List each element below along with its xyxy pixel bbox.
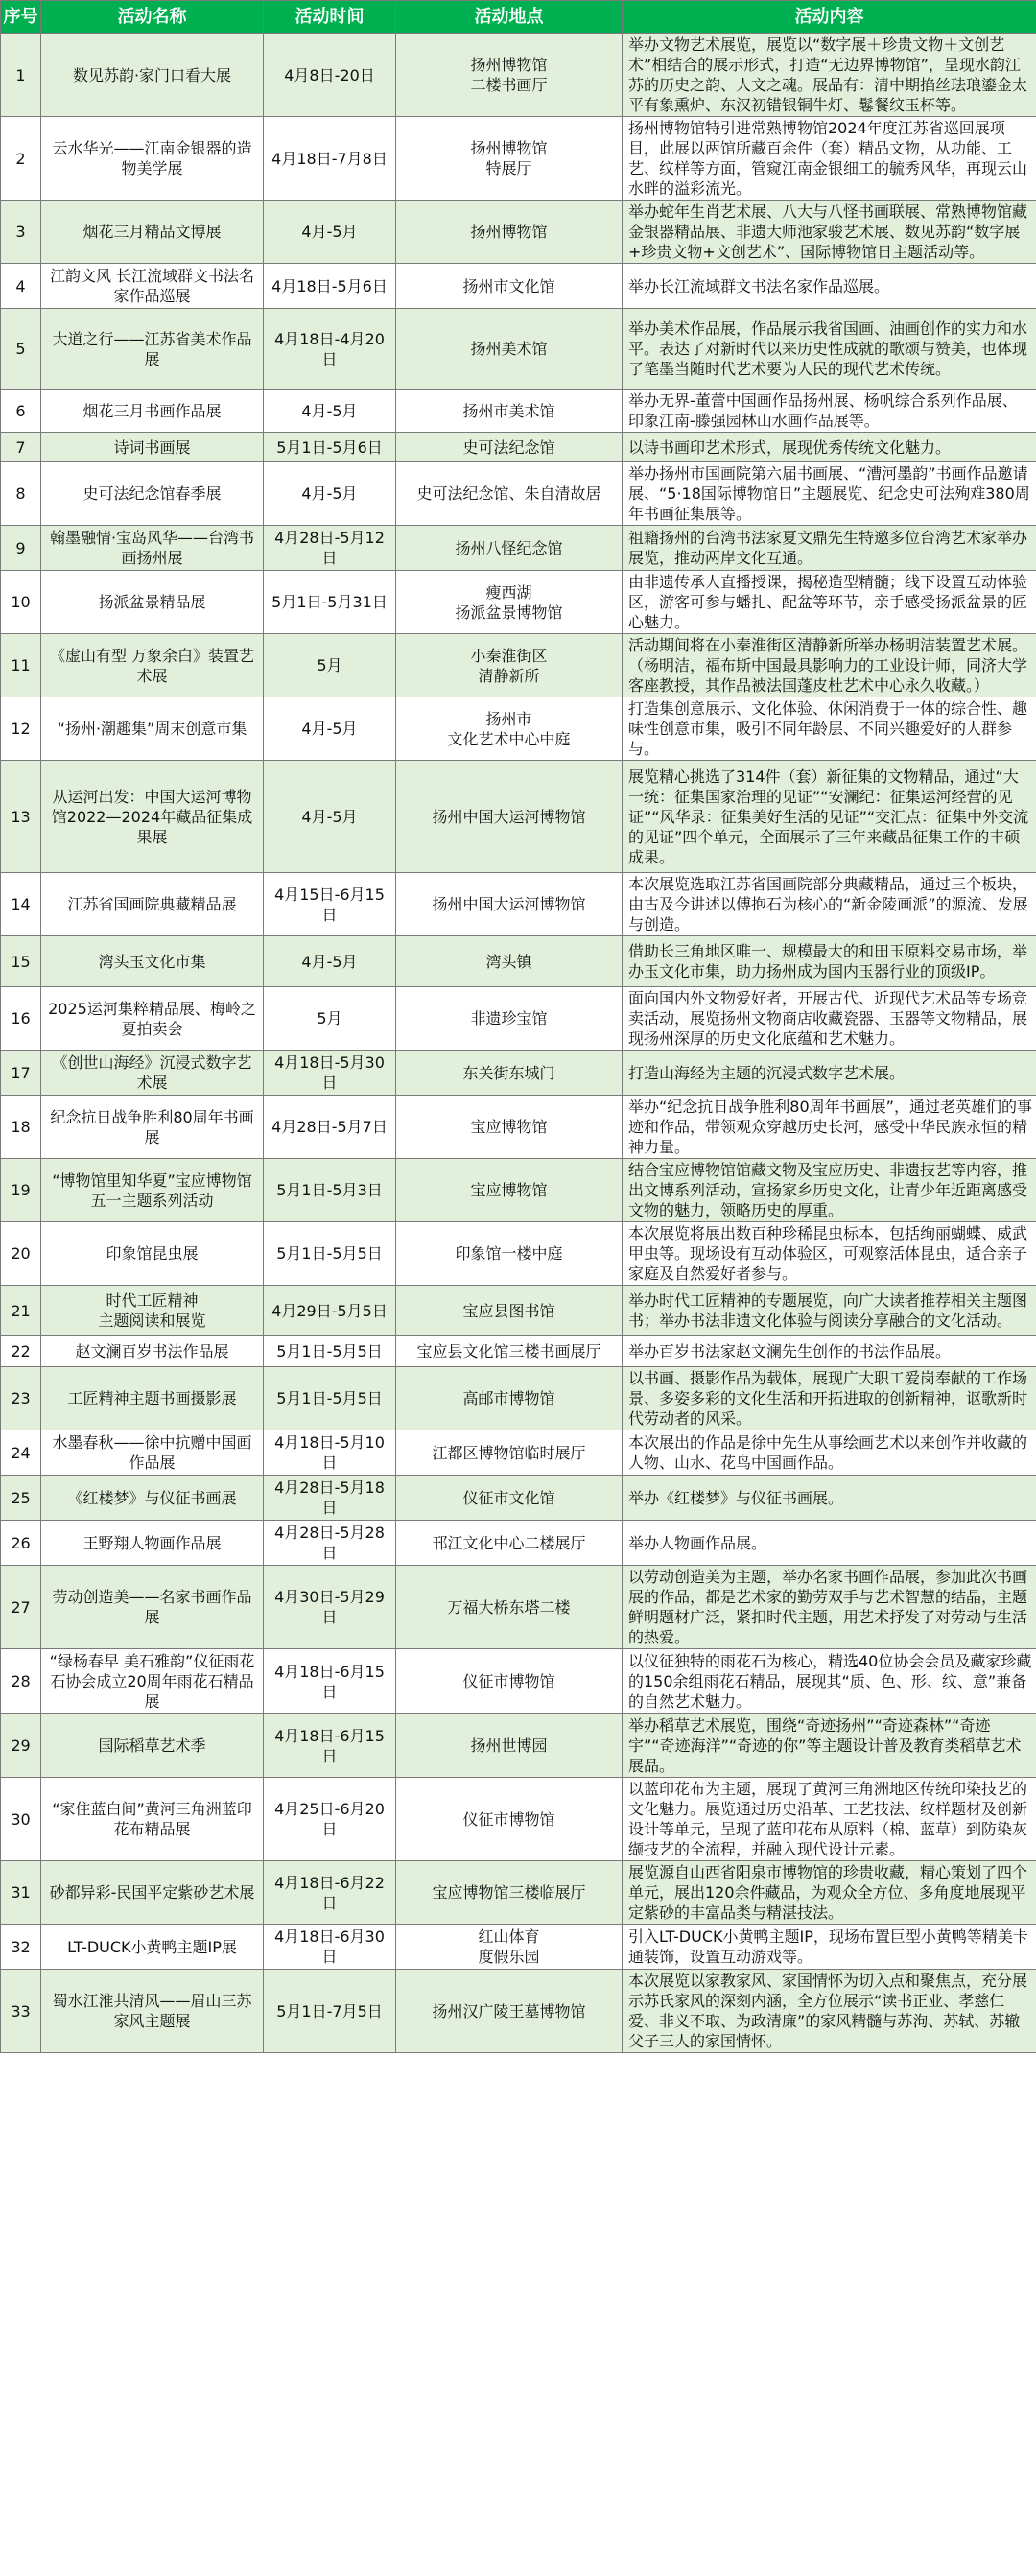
cell-desc: 举办美术作品展，作品展示我省国画、油画创作的实力和水平。表达了对新时代以来历史性成就的歌颂与赞美，也体现了笔墨当随时代艺术要为人民的现代艺术传统。: [623, 309, 1036, 390]
cell-name: “绿杨春早 美石雅韵”仪征雨花石协会成立20周年雨花石精品展: [41, 1649, 264, 1714]
cell-time: 4月28日-5月7日: [264, 1096, 396, 1159]
cell-desc: 展览精心挑选了314件（套）新征集的文物精品，通过“大一统：征集国家治理的见证”“安澜纪：征集运河经营的见证”“风华录：征集美好生活的见证”“交汇点：征集中外交流的见证”四个单元，全面展示了三年来藏品征集工作的丰硕成果。: [623, 761, 1036, 873]
cell-name: 工匠精神主题书画摄影展: [41, 1367, 264, 1430]
header-name: 活动名称: [41, 1, 264, 34]
cell-desc: 举办扬州市国画院第六届书画展、“漕河墨韵”书画作品邀请展、“5·18国际博物馆日”主题展览、纪念史可法殉难380周年书画征集展等。: [623, 462, 1036, 526]
cell-no: 23: [1, 1367, 41, 1430]
cell-no: 8: [1, 462, 41, 526]
cell-place: 宝应博物馆: [396, 1159, 623, 1222]
cell-no: 3: [1, 201, 41, 264]
table-row: [1, 1367, 1036, 1430]
cell-desc: 举办百岁书法家赵文澜先生创作的书法作品展。: [623, 1336, 1036, 1367]
cell-place: 史可法纪念馆、朱自清故居: [396, 462, 623, 526]
cell-desc: 结合宝应博物馆馆藏文物及宝应历史、非遗技艺等内容，推出文博系列活动，宣扬家乡历史文化，让青少年近距离感受文物的魅力，领略历史的厚重。: [623, 1159, 1036, 1222]
cell-name: 纪念抗日战争胜利80周年书画展: [41, 1096, 264, 1159]
cell-time: 5月1日-5月31日: [264, 571, 396, 634]
cell-place: 扬州中国大运河博物馆: [396, 873, 623, 936]
cell-no: 27: [1, 1566, 41, 1649]
table-row: [1, 1714, 1036, 1778]
table-row: [1, 1159, 1036, 1222]
cell-desc: 举办长江流域群文书法名家作品巡展。: [623, 264, 1036, 309]
cell-name: 王野翔人物画作品展: [41, 1521, 264, 1566]
cell-place: 江都区博物馆临时展厅: [396, 1430, 623, 1476]
cell-place: 扬州中国大运河博物馆: [396, 761, 623, 873]
table-row: [1, 1476, 1036, 1521]
cell-time: 5月1日-5月6日: [264, 433, 396, 462]
cell-desc: 打造山海经为主题的沉浸式数字艺术展。: [623, 1051, 1036, 1096]
cell-place: 仪征市文化馆: [396, 1476, 623, 1521]
table-row: [1, 571, 1036, 634]
cell-desc: 举办《红楼梦》与仪征书画展。: [623, 1476, 1036, 1521]
cell-no: 19: [1, 1159, 41, 1222]
cell-place: 宝应县文化馆三楼书画展厅: [396, 1336, 623, 1367]
cell-no: 26: [1, 1521, 41, 1566]
table-row: [1, 873, 1036, 936]
cell-place: 高邮市博物馆: [396, 1367, 623, 1430]
cell-time: 4月18日-6月22日: [264, 1861, 396, 1925]
cell-time: 4月15日-6月15日: [264, 873, 396, 936]
cell-name: 史可法纪念馆春季展: [41, 462, 264, 526]
cell-no: 5: [1, 309, 41, 390]
table-row: [1, 1222, 1036, 1286]
cell-name: 《创世山海经》沉浸式数字艺术展: [41, 1051, 264, 1096]
cell-name: “扬州·潮趣集”周末创意市集: [41, 697, 264, 761]
table-row: [1, 462, 1036, 526]
cell-no: 13: [1, 761, 41, 873]
table-row: [1, 390, 1036, 433]
cell-name: “家住蓝白间”黄河三角洲蓝印花布精品展: [41, 1778, 264, 1861]
table-row: [1, 1861, 1036, 1925]
table-body: [1, 34, 1036, 2053]
cell-place: 宝应博物馆三楼临展厅: [396, 1861, 623, 1925]
cell-desc: 引入LT-DUCK小黄鸭主题IP，现场布置巨型小黄鸭等精美卡通装饰，设置互动游戏等。: [623, 1925, 1036, 1970]
cell-no: 17: [1, 1051, 41, 1096]
table-row: [1, 1566, 1036, 1649]
cell-name: 大道之行——江苏省美术作品展: [41, 309, 264, 390]
cell-no: 22: [1, 1336, 41, 1367]
cell-desc: 打造集创意展示、文化体验、休闲消费于一体的综合性、趣味性创意市集，吸引不同年龄层、不同兴趣爱好的人群参与。: [623, 697, 1036, 761]
cell-desc: 祖籍扬州的台湾书法家夏文鼎先生特邀多位台湾艺术家举办展览，推动两岸文化互通。: [623, 526, 1036, 571]
cell-time: 4月28日-5月28日: [264, 1521, 396, 1566]
cell-place: 扬州八怪纪念馆: [396, 526, 623, 571]
cell-name: 从运河出发：中国大运河博物馆2022—2024年藏品征集成果展: [41, 761, 264, 873]
cell-place: 扬州世博园: [396, 1714, 623, 1778]
cell-place: 扬州汉广陵王墓博物馆: [396, 1970, 623, 2053]
table-row: [1, 936, 1036, 987]
cell-time: 5月: [264, 634, 396, 697]
cell-time: 4月-5月: [264, 761, 396, 873]
cell-place: 湾头镇: [396, 936, 623, 987]
cell-name: 《红楼梦》与仪征书画展: [41, 1476, 264, 1521]
cell-desc: 以蓝印花布为主题，展现了黄河三角洲地区传统印染技艺的文化魅力。展览通过历史沿革、工艺技法、纹样题材及创新设计等单元，呈现了蓝印花布从原料（棉、蓝草）到防染灰缬技艺的全流程，并融入现代设计元素。: [623, 1778, 1036, 1861]
cell-desc: 以诗书画印艺术形式，展现优秀传统文化魅力。: [623, 433, 1036, 462]
table-row: [1, 1096, 1036, 1159]
cell-desc: 面向国内外文物爱好者，开展古代、近现代艺术品等专场竞卖活动，展览扬州文物商店收藏瓷器、玉器等文物精品，展现扬州深厚的历史文化底蕴和艺术魅力。: [623, 987, 1036, 1051]
table-row: [1, 264, 1036, 309]
cell-desc: 举办无界-董蕾中国画作品扬州展、杨帆综合系列作品展、印象江南-滕强园林山水画作品展等。: [623, 390, 1036, 433]
cell-time: 4月-5月: [264, 936, 396, 987]
table-row: [1, 1970, 1036, 2053]
cell-name: 烟花三月书画作品展: [41, 390, 264, 433]
cell-no: 2: [1, 117, 41, 201]
cell-name: 湾头玉文化市集: [41, 936, 264, 987]
cell-no: 29: [1, 1714, 41, 1778]
table-header-row: [1, 1, 1036, 34]
cell-no: 6: [1, 390, 41, 433]
cell-place: 扬州博物馆 特展厅: [396, 117, 623, 201]
cell-time: 4月-5月: [264, 462, 396, 526]
table-row: [1, 1286, 1036, 1336]
cell-desc: 借助长三角地区唯一、规模最大的和田玉原料交易市场，举办玉文化市集，助力扬州成为国内玉器行业的顶级IP。: [623, 936, 1036, 987]
cell-time: 4月18日-5月30日: [264, 1051, 396, 1096]
cell-place: 邗江文化中心二楼展厅: [396, 1521, 623, 1566]
cell-desc: 本次展览选取江苏省国画院部分典藏精品，通过三个板块，由古及今讲述以傅抱石为核心的“新金陵画派”的源流、发展与创造。: [623, 873, 1036, 936]
table-row: [1, 987, 1036, 1051]
cell-no: 7: [1, 433, 41, 462]
cell-no: 20: [1, 1222, 41, 1286]
cell-no: 28: [1, 1649, 41, 1714]
cell-desc: 举办蛇年生肖艺术展、八大与八怪书画联展、常熟博物馆藏金银器精品展、非遗大师池家骏艺术展、数见苏韵“数字展+珍贵文物+文创艺术”、国际博物馆日主题活动等。: [623, 201, 1036, 264]
cell-no: 9: [1, 526, 41, 571]
cell-place: 史可法纪念馆: [396, 433, 623, 462]
cell-place: 东关街东城门: [396, 1051, 623, 1096]
cell-time: 4月-5月: [264, 201, 396, 264]
cell-time: 5月1日-5月5日: [264, 1336, 396, 1367]
cell-name: 翰墨融情·宝岛风华——台湾书画扬州展: [41, 526, 264, 571]
cell-time: 4月29日-5月5日: [264, 1286, 396, 1336]
cell-place: 非遗珍宝馆: [396, 987, 623, 1051]
cell-place: 瘦西湖 扬派盆景博物馆: [396, 571, 623, 634]
table-row: [1, 1336, 1036, 1367]
header-desc: 活动内容: [623, 1, 1036, 34]
table-row: [1, 34, 1036, 117]
cell-no: 12: [1, 697, 41, 761]
cell-no: 1: [1, 34, 41, 117]
cell-time: 5月1日-7月5日: [264, 1970, 396, 2053]
table-row: [1, 761, 1036, 873]
cell-desc: 举办人物画作品展。: [623, 1521, 1036, 1566]
cell-name: 江韵文风 长江流域群文书法名家作品巡展: [41, 264, 264, 309]
cell-place: 宝应县图书馆: [396, 1286, 623, 1336]
cell-place: 宝应博物馆: [396, 1096, 623, 1159]
cell-place: 扬州美术馆: [396, 309, 623, 390]
header-time: 活动时间: [264, 1, 396, 34]
cell-place: 扬州博物馆 二楼书画厅: [396, 34, 623, 117]
cell-no: 18: [1, 1096, 41, 1159]
cell-place: 仪征市博物馆: [396, 1649, 623, 1714]
cell-no: 30: [1, 1778, 41, 1861]
cell-desc: 以书画、摄影作品为载体，展现广大职工爱岗奉献的工作场景、多姿多彩的文化生活和开拓进取的创新精神，讴歌新时代劳动者的风采。: [623, 1367, 1036, 1430]
cell-name: 云水华光——江南金银器的造物美学展: [41, 117, 264, 201]
cell-name: 国际稻草艺术季: [41, 1714, 264, 1778]
cell-place: 扬州市美术馆: [396, 390, 623, 433]
table-row: [1, 1430, 1036, 1476]
cell-no: 16: [1, 987, 41, 1051]
cell-time: 4月18日-5月6日: [264, 264, 396, 309]
cell-desc: 以仪征独特的雨花石为核心，精选40位协会会员及藏家珍藏的150余组雨花石精品，展现其“质、色、形、纹、意”兼备的自然艺术魅力。: [623, 1649, 1036, 1714]
cell-desc: 本次展出的作品是徐中先生从事绘画艺术以来创作并收藏的人物、山水、花鸟中国画作品。: [623, 1430, 1036, 1476]
cell-no: 11: [1, 634, 41, 697]
cell-place: 红山体育 度假乐园: [396, 1925, 623, 1970]
cell-place: 万福大桥东塔二楼: [396, 1566, 623, 1649]
cell-no: 33: [1, 1970, 41, 2053]
cell-desc: 以劳动创造美为主题，举办名家书画作品展，参加此次书画展的作品，都是艺术家的勤劳双手与艺术智慧的结晶，主题鲜明题材广泛，紧扣时代主题，用艺术抒发了对劳动与生活的热爱。: [623, 1566, 1036, 1649]
cell-time: 4月18日-6月30日: [264, 1925, 396, 1970]
cell-no: 25: [1, 1476, 41, 1521]
cell-name: 印象馆昆虫展: [41, 1222, 264, 1286]
table-row: [1, 1521, 1036, 1566]
table-row: [1, 1649, 1036, 1714]
cell-desc: 举办文物艺术展览，展览以“数字展＋珍贵文物＋文创艺术”相结合的展示形式，打造“无边界博物馆”，呈现水韵江苏的历史之韵、人文之魂。展品有：清中期掐丝珐琅鎏金太平有象熏炉、东汉初错银铜牛灯、鬈餐纹玉杯等。: [623, 34, 1036, 117]
header-place: 活动地点: [396, 1, 623, 34]
cell-name: 蜀水江淮共清风——眉山三苏家风主题展: [41, 1970, 264, 2053]
table-row: [1, 1925, 1036, 1970]
cell-name: 时代工匠精神 主题阅读和展览: [41, 1286, 264, 1336]
table-row: [1, 634, 1036, 697]
cell-place: 扬州博物馆: [396, 201, 623, 264]
table-row: [1, 309, 1036, 390]
cell-name: “博物馆里知华夏”宝应博物馆五一主题系列活动: [41, 1159, 264, 1222]
cell-place: 扬州市文化馆: [396, 264, 623, 309]
cell-place: 扬州市 文化艺术中心中庭: [396, 697, 623, 761]
cell-time: 5月: [264, 987, 396, 1051]
cell-name: 江苏省国画院典藏精品展: [41, 873, 264, 936]
table-row: [1, 201, 1036, 264]
cell-time: 4月28日-5月12日: [264, 526, 396, 571]
cell-desc: 扬州博物馆特引进常熟博物馆2024年度江苏省巡回展项目，此展以两馆所藏百余件（套）精品文物，从功能、工艺、纹样等方面，管窥江南金银细工的毓秀风华，再现云山水畔的溢彩流光。: [623, 117, 1036, 201]
cell-name: 数见苏韵·家门口看大展: [41, 34, 264, 117]
cell-name: 诗词书画展: [41, 433, 264, 462]
table-row: [1, 1778, 1036, 1861]
cell-name: 劳动创造美——名家书画作品展: [41, 1566, 264, 1649]
cell-time: 4月30日-5月29日: [264, 1566, 396, 1649]
cell-place: 小秦淮街区 清静新所: [396, 634, 623, 697]
cell-time: 4月18日-5月10日: [264, 1430, 396, 1476]
cell-desc: 举办稻草艺术展览，围绕“奇迹扬州”“奇迹森林”“奇迹宇”“奇迹海洋”“奇迹的你”等主题设计普及教育类稻草艺术展品。: [623, 1714, 1036, 1778]
cell-no: 31: [1, 1861, 41, 1925]
cell-no: 14: [1, 873, 41, 936]
table-row: [1, 526, 1036, 571]
cell-time: 4月18日-6月15日: [264, 1649, 396, 1714]
cell-desc: 举办时代工匠精神的专题展览，向广大读者推荐相关主题图书；举办书法非遗文化体验与阅读分享融合的文化活动。: [623, 1286, 1036, 1336]
cell-place: 印象馆一楼中庭: [396, 1222, 623, 1286]
cell-desc: 举办“纪念抗日战争胜利80周年书画展”，通过老英雄们的事迹和作品，带领观众穿越历史长河，感受中华民族永恒的精神力量。: [623, 1096, 1036, 1159]
cell-no: 10: [1, 571, 41, 634]
cell-time: 4月-5月: [264, 697, 396, 761]
cell-desc: 活动期间将在小秦淮街区清静新所举办杨明洁装置艺术展。（杨明洁，福布斯中国最具影响力的工业设计师，同济大学客座教授，其作品被法国蓬皮杜艺术中心永久收藏。）: [623, 634, 1036, 697]
header-no: 序号: [1, 1, 41, 34]
cell-name: 水墨春秋——徐中抗赠中国画作品展: [41, 1430, 264, 1476]
table-row: [1, 697, 1036, 761]
table-row: [1, 1051, 1036, 1096]
cell-time: 4月18日-7月8日: [264, 117, 396, 201]
cell-name: LT-DUCK小黄鸭主题IP展: [41, 1925, 264, 1970]
cell-desc: 由非遗传承人直播授课，揭秘造型精髓；线下设置互动体验区，游客可参与蟠扎、配盆等环节，亲手感受扬派盆景的匠心魅力。: [623, 571, 1036, 634]
cell-no: 21: [1, 1286, 41, 1336]
cell-name: 烟花三月精品文博展: [41, 201, 264, 264]
cell-no: 15: [1, 936, 41, 987]
cell-time: 4月25日-6月20日: [264, 1778, 396, 1861]
cell-name: 砂都异彩-民国平定紫砂艺术展: [41, 1861, 264, 1925]
cell-time: 5月1日-5月5日: [264, 1222, 396, 1286]
cell-desc: 本次展览将展出数百种珍稀昆虫标本，包括绚丽蝴蝶、威武甲虫等。现场设有互动体验区，可观察活体昆虫，适合亲子家庭及自然爱好者参与。: [623, 1222, 1036, 1286]
cell-no: 4: [1, 264, 41, 309]
cell-desc: 展览源自山西省阳泉市博物馆的珍贵收藏，精心策划了四个单元，展出120余件藏品，为观众全方位、多角度地展现平定紫砂的丰富品类与精湛技法。: [623, 1861, 1036, 1925]
table-row: [1, 117, 1036, 201]
cell-time: 4月8日-20日: [264, 34, 396, 117]
table-row: [1, 433, 1036, 462]
cell-time: 4月18日-4月20日: [264, 309, 396, 390]
cell-time: 4月-5月: [264, 390, 396, 433]
cell-time: 5月1日-5月5日: [264, 1367, 396, 1430]
cell-time: 4月18日-6月15日: [264, 1714, 396, 1778]
cell-no: 32: [1, 1925, 41, 1970]
cell-name: 扬派盆景精品展: [41, 571, 264, 634]
cell-time: 5月1日-5月3日: [264, 1159, 396, 1222]
cell-time: 4月28日-5月18日: [264, 1476, 396, 1521]
cell-name: 《虚山有型 万象余白》装置艺术展: [41, 634, 264, 697]
cell-desc: 本次展览以家教家风、家国情怀为切入点和聚焦点，充分展示苏氏家风的深刻内涵，全方位展示“读书正业、孝慈仁爱、非义不取、为政清廉”的家风精髓与苏洵、苏轼、苏辙父子三人的家国情怀。: [623, 1970, 1036, 2053]
cell-no: 24: [1, 1430, 41, 1476]
cell-name: 赵文澜百岁书法作品展: [41, 1336, 264, 1367]
cell-name: 2025运河集粹精品展、梅岭之夏拍卖会: [41, 987, 264, 1051]
cell-place: 仪征市博物馆: [396, 1778, 623, 1861]
